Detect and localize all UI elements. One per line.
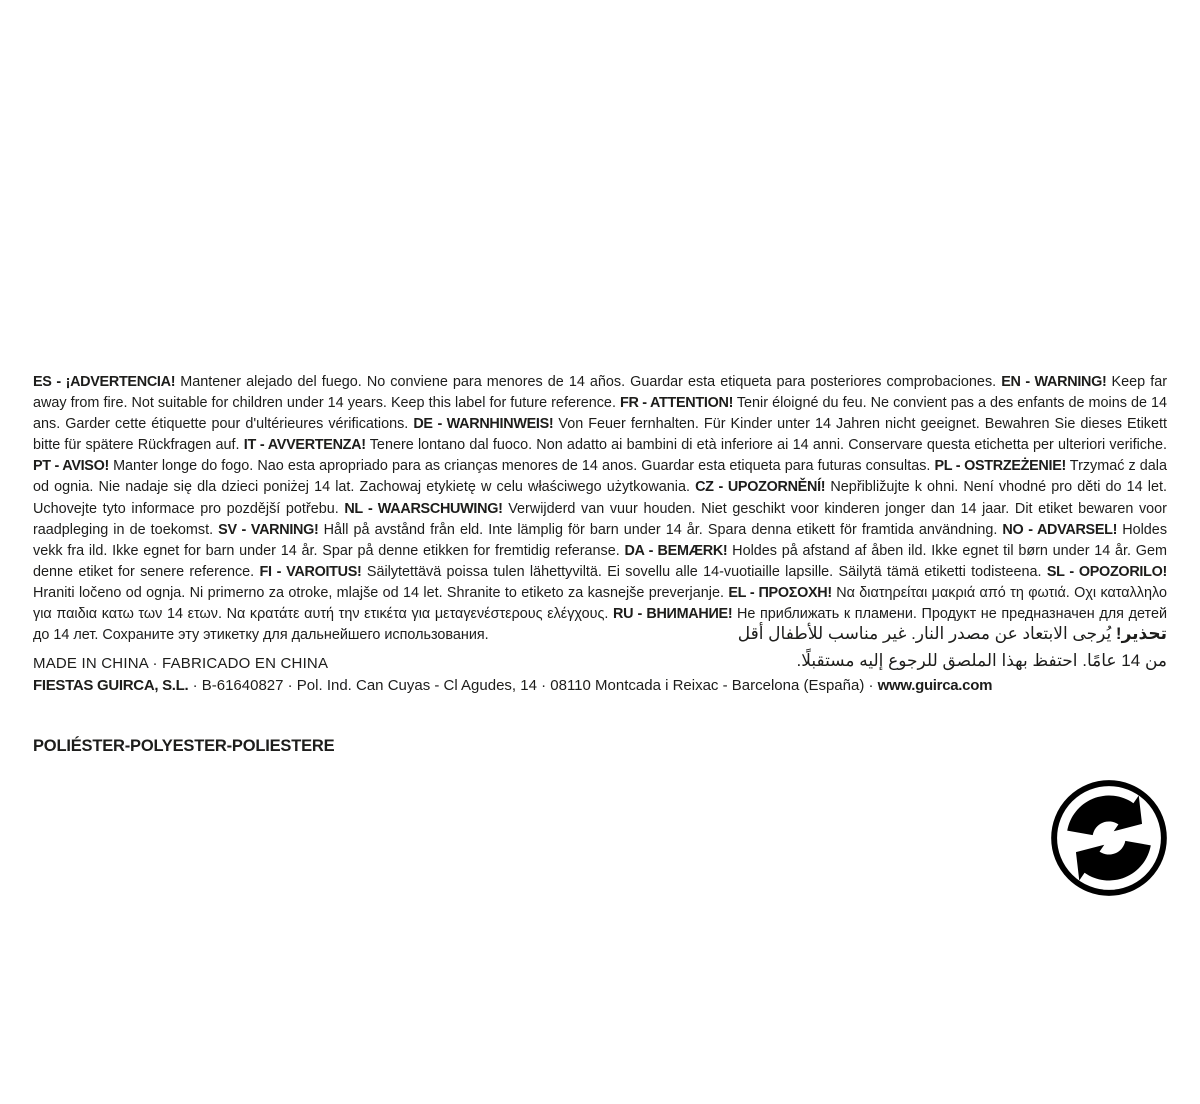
warning-text-segment: Von Feuer fernhalten. Für Kinder unter 14 Jahren nicht geeignet. Bewahren Sie dieses Etikett bitte für spätere Rückfragen auf. xyxy=(33,416,1167,454)
warning-language-marker: PL - OSTRZEŻENIE! xyxy=(934,458,1066,475)
warning-language-marker: RU - ВНИМАНИЕ! xyxy=(613,606,733,623)
manufacturer-name: FIESTAS GUIRCA, S.L. xyxy=(33,677,189,694)
warning-language-marker: SL - OPOZORILO! xyxy=(1046,563,1167,580)
warning-text-segment: Nepřibližujte k ohni. Není vhodné pro děti do 14 let. Uchovejte tyto informace pro pozdější potřebu. xyxy=(33,479,1168,517)
material-composition-text: POLIÉSTER-POLYESTER-POLIESTERE xyxy=(33,737,335,755)
manufacturer-address-line xyxy=(33,677,992,694)
warning-text-segment: Säilytettävä poissa tulen lähettyviltä. Ei sovellu alle 14-vuotiaille lapsille. Säilytä tämä etiketti todisteena. xyxy=(361,563,1047,580)
warning-language-marker: ES - ¡ADVERTENCIA! xyxy=(33,374,176,390)
manufacturer-details: · B-61640827 · Pol. Ind. Can Cuyas - Cl Agudes, 14 · 08110 Montcada i Reixac - Barcelona (España) · xyxy=(188,677,878,694)
warning-text-segment: من 14 عامًا. احتفظ بهذا الملصق للرجوع إليه مستقبلًا. xyxy=(796,651,1167,670)
warning-text-segment: Mantener alejado del fuego. No conviene para menores de 14 años. Guardar esta etiqueta para posteriores comprobaciones. xyxy=(175,374,1002,390)
warning-language-marker: EN - WARNING! xyxy=(1001,374,1107,390)
warning-text-segment: يُرجى الابتعاد عن مصدر النار. غير مناسب للأطفال أقل xyxy=(737,624,1116,643)
warning-text-segment: Trzymać z dala od ognia. Nie nadaje się dla dzieci poniżej 14 lat. Zachowaj etykietę w celu właściwego użytkowania. xyxy=(33,458,1167,496)
warning-language-marker: EL - ΠΡΟΣΟΧΗ! xyxy=(728,584,832,601)
warning-language-marker: DE - WARNHINWEIS! xyxy=(413,416,554,433)
warning-language-marker: FR - ATTENTION! xyxy=(619,395,734,412)
warning-language-marker: IT - AVVERTENZA! xyxy=(243,437,366,454)
arabic-warning-line-2 xyxy=(547,647,1167,674)
green-dot-recycling-icon xyxy=(1050,779,1168,897)
warning-text-segment: Не приближать к пламени. Продукт не предназначен для детей до 14 лет. Сохраните эту этикетку для дальнейшего использования. xyxy=(33,606,1167,644)
warning-text-segment: Holdes vekk fra ild. Ikke egnet for barn under 14 år. Spar på denne etikken for fremtidig referanse. xyxy=(33,521,1168,559)
arabic-warning-block xyxy=(547,620,1167,674)
warning-text-segment: Keep far away from fire. Not suitable for children under 14 years. Keep this label for future reference. xyxy=(33,374,1167,412)
warning-language-marker: SV - VARNING! xyxy=(218,521,319,538)
multilingual-warning-paragraph xyxy=(33,372,1167,646)
warning-text-segment: Tenir éloigné du feu. Ne convient pas a des enfants de moins de 14 ans. Garder cette étiquette pour d'ultérieures vérifications. xyxy=(33,395,1168,433)
warning-language-marker: NO - ADVARSEL! xyxy=(1002,521,1118,538)
warning-language-marker: CZ - UPOZORNĚNÍ! xyxy=(695,479,826,496)
warning-language-marker: DA - BEMÆRK! xyxy=(624,542,728,559)
warning-language-marker: NL - WAARSCHUWING! xyxy=(344,500,503,517)
manufacturer-website: www.guirca.com xyxy=(877,677,993,694)
warning-language-marker: تحذير! xyxy=(1115,624,1167,643)
warning-text-segment: Hraniti ločeno od ognja. Ni primerno za otroke, mlajše od 14 let. Shranite to etiketo za kasnejše preverjanje. xyxy=(33,584,729,601)
warning-text-segment: Verwijderd van vuur houden. Niet geschikt voor kinderen jonger dan 14 jaar. Dit etiket bewaren voor raadpleging in de toekomst. xyxy=(33,500,1167,538)
arabic-warning-line-1 xyxy=(547,620,1167,647)
warning-text-segment: Holdes på afstand af åben ild. Ikke egnet til børn under 14 år. Gem denne etiket for senere reference. xyxy=(33,542,1167,580)
warning-text-segment: Να διατηρείται μακριά από τη φωτιά. Οχι καταλληλο για παιδια κατω των 14 ετων. Να κρατάτε αυτή την ετικέτα για μεταγενέστερους ελέγχους. xyxy=(33,584,1167,623)
made-in-china-text: MADE IN CHINA · FABRICADO EN CHINA xyxy=(33,655,329,672)
warning-language-marker: FI - VAROITUS! xyxy=(259,563,362,580)
warning-text-segment: Tenere lontano dal fuoco. Non adatto ai bambini di età inferiore ai 14 anni. Conservare questa etichetta per ulteriori verifiche. xyxy=(365,437,1168,454)
warning-text-segment: Håll på avstånd från eld. Inte lämplig för barn under 14 år. Spara denna etikett för framtida användning. xyxy=(318,521,1003,538)
warning-language-marker: PT - AVISO! xyxy=(33,458,109,475)
warning-text-segment: Manter longe do fogo. Nao esta apropriado para as crianças menores de 14 anos. Guardar esta etiqueta para futuras consultas. xyxy=(109,458,935,475)
